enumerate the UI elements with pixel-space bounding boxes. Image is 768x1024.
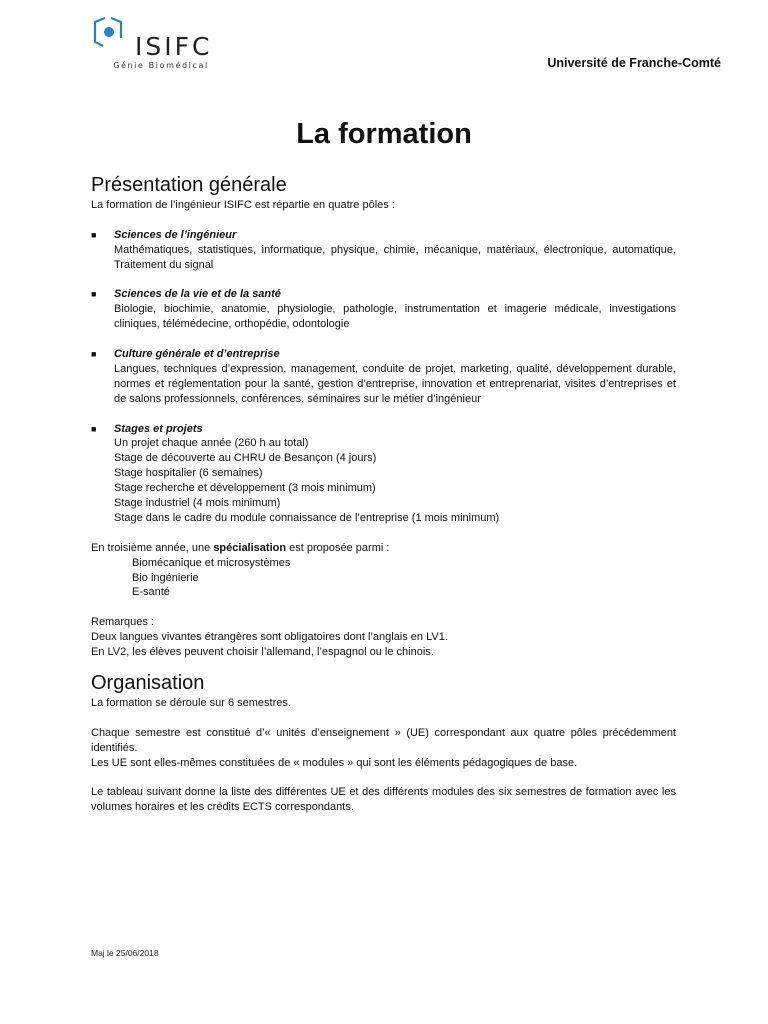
pole-title: Stages et projets <box>114 422 203 435</box>
section-heading-organisation: Organisation <box>91 672 205 694</box>
remarks-title: Remarques : <box>91 616 154 629</box>
pole-title: Culture générale et d’entreprise <box>114 348 280 361</box>
pole-item <box>91 287 676 332</box>
page-title: La formation <box>296 118 472 150</box>
organisation-p1: La formation se déroule sur 6 semestres. <box>91 697 291 709</box>
pole-description: Stage dans le cadre du module connaissance de l’entreprise (1 mois minimum) <box>114 511 500 524</box>
specialization-item: Biomécanique et microsystèmes <box>132 556 291 569</box>
square-bullet-icon: ■ <box>91 289 97 300</box>
remark-line: En LV2, les élèves peuvent choisir l’allemand, l’espagnol ou le chinois. <box>91 646 434 659</box>
logo-name: ISIFC <box>135 32 213 61</box>
pole-item <box>91 422 676 526</box>
logo-brackets-icon <box>91 14 131 54</box>
pole-item <box>91 228 676 273</box>
square-bullet-icon: ■ <box>91 229 97 240</box>
poles-list <box>91 228 676 541</box>
pole-item <box>91 347 676 407</box>
pole-title: Sciences de la vie et de la santé <box>114 288 281 301</box>
pole-description: Stage recherche et développement (3 mois minimum) <box>114 482 376 495</box>
logo-subtitle: Génie Biomédical <box>113 61 209 70</box>
isifc-logo <box>91 14 231 74</box>
pole-description: Stage de découverte au CHRU de Besançon (4 jours) <box>114 452 377 465</box>
pole-description: Mathématiques, statistiques, informatique, physique, chimie, mécanique, matériaux, électronique, automatique, Traitement du signal <box>114 243 676 271</box>
organisation-p3: Les UE sont elles-mêmes constituées de « modules » qui sont les éléments pédagogiques de base. <box>91 756 578 769</box>
square-bullet-icon: ■ <box>91 349 97 360</box>
specialization-item: E-santé <box>132 586 170 599</box>
organisation-p4: Le tableau suivant donne la liste des différentes UE et des différents modules des six semestres de formation avec les volumes horaires et les crédits ECTS correspondants. <box>91 786 676 814</box>
square-bullet-icon: ■ <box>91 423 97 434</box>
university-name: Université de Franche-Comté <box>547 56 721 70</box>
specialization-sentence: En troisième année, une spécialisation est proposée parmi : <box>91 541 390 554</box>
pole-title: Sciences de l’ingénieur <box>114 228 237 241</box>
pole-description: Langues, techniques d’expression, management, conduite de projet, marketing, qualité, développement durable, normes et réglementation pour la santé, gestion d’entreprise, innovation et entreprenariat, visites d’entreprises et de salons professionnels, conférences, séminaires sur le métier d’ingénieur <box>114 362 676 405</box>
presentation-intro: La formation de l’ingénieur ISIFC est répartie en quatre pôles : <box>91 199 395 211</box>
section-heading-presentation: Présentation générale <box>91 174 287 196</box>
specialization-item: Bio ingénierie <box>132 571 199 584</box>
organisation-p2: Chaque semestre est constitué d’« unités d’enseignement » (UE) correspondant aux quatre pôles précédemment identifiés. <box>91 726 676 754</box>
remark-line: Deux langues vivantes étrangères sont obligatoires dont l’anglais en LV1. <box>91 631 448 644</box>
specialization-list <box>91 556 676 601</box>
pole-description: Un projet chaque année (260 h au total) <box>114 437 309 450</box>
document-body <box>91 172 676 815</box>
update-date: Maj le 25/06/2018 <box>91 948 159 958</box>
pole-description: Biologie, biochimie, anatomie, physiologie, pathologie, instrumentation et imagerie médicale, investigations cliniques, télémédecine, orthopédie, odontologie <box>114 303 676 331</box>
remarks-list <box>91 630 676 660</box>
pole-description: Stage hospitalier (6 semaines) <box>114 467 263 480</box>
pole-description: Stage industriel (4 mois minimum) <box>114 497 281 510</box>
